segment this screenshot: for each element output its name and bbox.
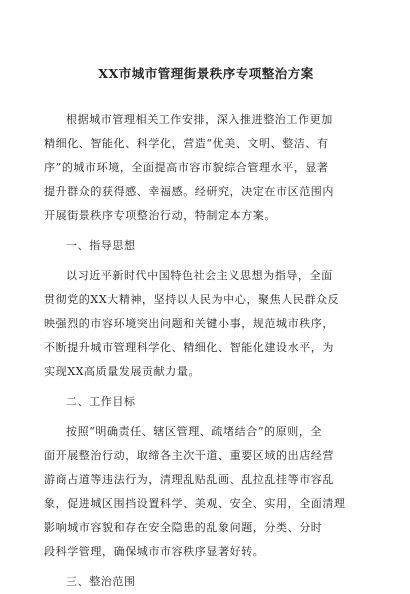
intro-line: 提升群众的获得感、幸福感。经研究，决定在市区范围内 xyxy=(44,185,334,198)
paragraph-line: 影响城市容貌和存在安全隐患的乱象问题，分类、分时 xyxy=(44,521,323,534)
paragraph-line: 映强烈的市容环境突出问题和关键小事，规范城市秩序， xyxy=(44,317,334,330)
section-heading: 二、工作目标 xyxy=(66,395,136,408)
section-paragraph xyxy=(44,420,368,564)
paragraph-line: 象，促进城区围挡设置科学、美观、安全、实用，全面清理 xyxy=(44,497,346,510)
section-heading: 一、指导思想 xyxy=(66,239,136,252)
paragraph-line: 不断提升城市管理科学化、精细化、智能化建设水平，为 xyxy=(44,341,334,354)
intro-paragraph xyxy=(44,108,368,228)
intro-line: 根据城市管理相关工作安排，深入推进整治工作更加 xyxy=(66,113,333,126)
paragraph-line: 实现XX高质量发展贡献力量。 xyxy=(44,365,201,378)
paragraph-line: 面开展整治行动，取缔各主次干道、重要区域的出店经营 xyxy=(44,449,334,462)
paragraph-line: 以习近平新时代中国特色社会主义思想为指导，全面 xyxy=(66,269,333,282)
intro-line: 序”的城市环境，全面提高市容市貌综合管理水平，显著 xyxy=(44,161,329,174)
section-heading: 三、整治范围 xyxy=(66,575,136,588)
paragraph-line: 段科学管理，确保城市市容秩序显著好转。 xyxy=(44,545,265,558)
section-paragraph xyxy=(44,264,368,384)
paragraph-line: 游商占道等违法行为，清理乱贴乱画、乱拉乱挂等市容乱 xyxy=(44,473,334,486)
document-title: XX市城市管理街景秩序专项整治方案 xyxy=(98,66,314,81)
intro-line: 精细化、智能化、科学化，营造“优美、文明、整洁、有 xyxy=(44,137,329,150)
intro-line: 开展街景秩序专项整治行动，特制定本方案。 xyxy=(44,209,276,222)
paragraph-line: 贯彻党的XX大精神，坚持以人民为中心，聚焦人民群众反 xyxy=(44,293,340,306)
paragraph-line: 按照“明确责任、辖区管理、疏堵结合”的原则，全 xyxy=(66,425,323,438)
